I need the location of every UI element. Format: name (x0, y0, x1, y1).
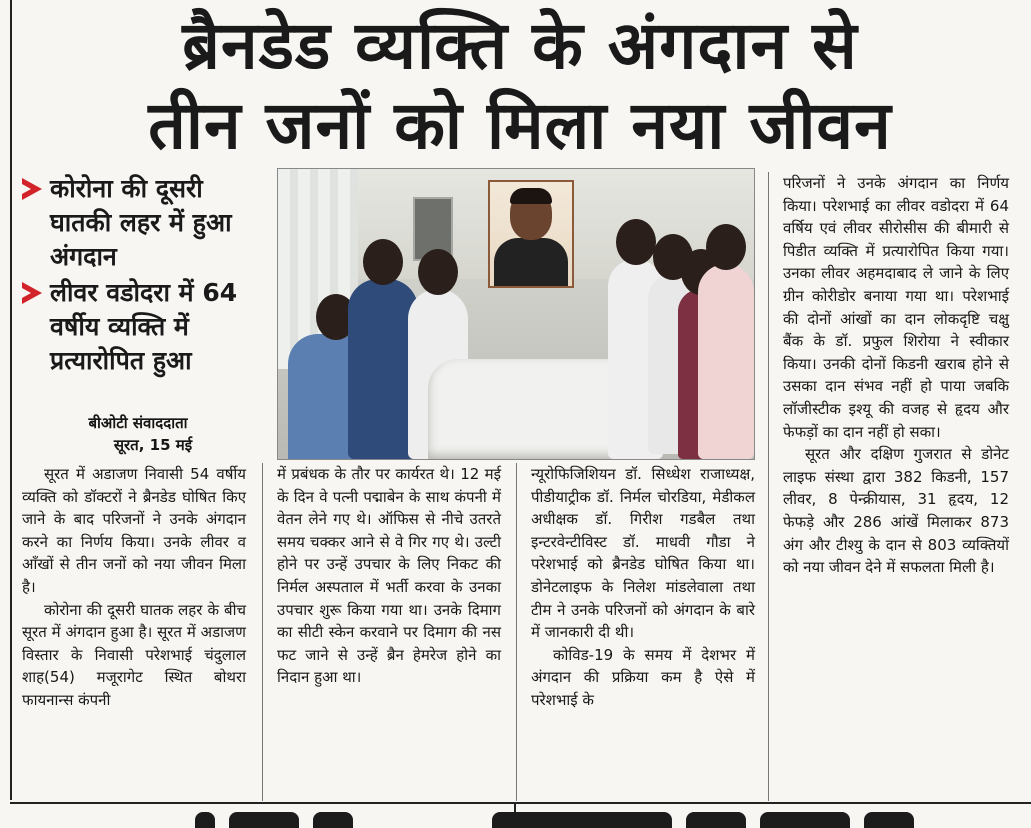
article-column-3 (531, 463, 755, 712)
highlight-box (22, 172, 254, 380)
paragraph: परिजनों ने उनके अंगदान का निर्णय किया। परेशभाई का लीवर वडोदरा में 64 वर्षिय एवं लीवर सीरोसीस की बीमारी से पिडीत व्यक्ति में प्रत्यारोपित किया गया। उनका लीवर अहमदाबाद ले जाने के लिए ग्रीन कोरीडोर बनाया गया था। परेशभाई की दोनों आंखों का दान लोकदृष्टि चक्षु बैंक के डॉ. प्रफुल शिरोया ने स्वीकार किया। उनकी दोनों किडनी खराब होने से उसका दान संभव नहीं हो पाया जबकि लॉजीस्टीक इश्यू की वजह से हृदय और फेफड़ों का दान नहीं हो सका। (783, 174, 1009, 441)
column-divider (516, 463, 517, 801)
highlight-text: लीवर वडोदरा में 64 वर्षीय व्यक्ति में प्रत्यारोपित हुआ (50, 278, 238, 375)
byline (22, 412, 254, 456)
headline-line-1: ब्रैनडेड व्यक्ति के अंगदान से (182, 7, 858, 84)
headline-line-2: तीन जनों को मिला नया जीवन (148, 87, 892, 164)
article-column-2 (277, 463, 501, 689)
paragraph: कोविड-19 के समय में देशभर में अंगदान की प्रक्रिया कम है ऐसे में परेशभाई के (531, 645, 755, 709)
column-divider (262, 463, 263, 801)
paragraph: कोरोना की दूसरी घातक लहर के बीच सूरत में अंगदान हुआ है। सूरत में अडाजण विस्तार के निवासी परेशभाई चंदुलाल शाह(54) मजूरागेट स्थित बोथरा फायनान्स कंपनी (22, 600, 246, 709)
paragraph: न्यूरोफिजिशियन डॉ. सिध्धेश राजाध्यक्ष, पीडीयाट्रीक डॉ. निर्मल चोरडिया, मेडीकल अधीक्षक डॉ. गिरीश गडबैल तथा इन्टरवेन्टीविस्ट डॉ. माधवी गौडा ने परेशभाई को ब्रैनडेड घोषित किया था। डोनेटलाइफ के निलेश मांडलेवाला तथा टीम ने उनके परिजनों को अंगदान के बारे में जानकारी दी थी। (531, 465, 755, 642)
paragraph: सूरत में अडाजण निवासी 54 वर्षीय व्यक्ति को डॉक्टरों ने ब्रैनडेड घोषित किए जाने के बाद परिजनों ने उनके अंगदान करने का निर्णय किया। उनके लीवर व आँखों से तीन जनों को नया जीवन मिला है। (22, 465, 246, 596)
highlight-item (22, 276, 254, 378)
article-column-4 (783, 172, 1009, 579)
red-arrow-icon (22, 282, 42, 304)
paragraph: सूरत और दक्षिण गुजरात से डोनेट लाइफ संस्था द्वारा 382 किडनी, 157 लीवर, 8 पेन्क्रीयास, 31 हृदय, 12 फेफड़े और 286 आंखें मिलाकर 873 अंग और टीश्यु के दान से 803 व्यक्तियों को नया जीवन देने में सफलता मिली है। (783, 445, 1009, 577)
red-arrow-icon (22, 178, 42, 200)
reporter: बीओटी संवाददाता (88, 414, 188, 432)
highlight-item (22, 172, 254, 274)
paragraph: में प्रबंधक के तौर पर कार्यरत थे। 12 मई के दिन वे पत्नी पद्माबेन के साथ कंपनी में वेतन लेने गए थे। ऑफिस से नीचे उतरते समय चक्कर आने से वे गिर गए थे। उल्टी होने पर उन्हें उपचार के लिए निकट की निर्मल अस्पताल में भर्ती करवा के उनका उपचार शुरू किया गया था। उनके दिमाग का सीटी स्केन करवाने पर दिमाग की नस फट जाने से उन्हें ब्रैन हेमरेज होने का निदान हुआ था। (277, 465, 501, 687)
next-article-cut-off-headline (195, 812, 1015, 828)
inset-portrait (488, 180, 574, 288)
left-column-rule (10, 0, 12, 800)
highlight-text: कोरोना की दूसरी घातकी लहर में हुआ अंगदान (50, 174, 232, 271)
person-figure (698, 264, 754, 459)
headline (20, 6, 1020, 166)
dateline: सूरत, 15 मई (113, 436, 193, 454)
column-divider (768, 172, 769, 801)
bottom-rule (10, 802, 1031, 804)
article-column-1 (22, 463, 246, 712)
